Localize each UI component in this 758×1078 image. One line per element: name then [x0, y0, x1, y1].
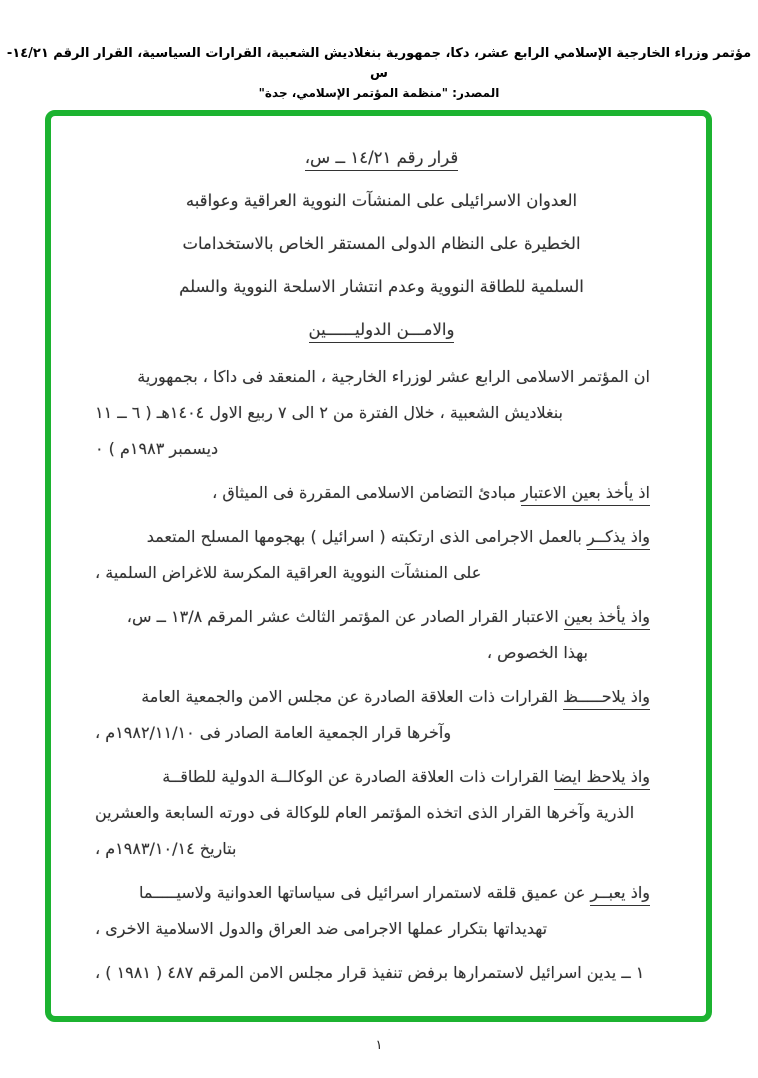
document-line: واذ يذكــر بالعمل الاجرامى الذى ارتكبته ( اسرائيل ) بهجومها المسلح المتعمد [95, 519, 668, 555]
document-line: على المنشآت النووية العراقية المكرسة للاغراض السلمية ، [95, 563, 482, 582]
document-line: ان المؤتمر الاسلامى الرابع عشر لوزراء الخارجية ، المنعقد فى داكا ، بجمهورية [137, 367, 650, 386]
document-line: بنغلاديش الشعبية ، خلال الفترة من ٢ الى ٧ ربيع الاول ١٤٠٤هـ ( ٦ ــ ١١ [95, 403, 563, 422]
document-line: واذ يأخذ بعين الاعتبار القرار الصادر عن المؤتمر الثالث عشر المرقم ١٣/٨ ــ س، [95, 599, 668, 635]
page-number: ١ [375, 1038, 383, 1053]
document-line: اذ يأخذ بعين الاعتبار مبادئ التضامن الاسلامى المقررة فى الميثاق ، [95, 475, 668, 511]
document-line: وآخرها قرار الجمعية العامة الصادر فى ١٩٨٢/١١/١٠م ، [95, 723, 452, 742]
underlined-phrase: والامـــن الدوليــــــين [309, 320, 455, 343]
document-line: واذ يعبــر عن عميق قلقه لاستمرار اسرائيل فى سياساتها العدوانية ولاسيـــــما [95, 875, 668, 911]
document-line: ديسمبر ١٩٨٣م ) ٠ [95, 439, 219, 458]
document-title-line: السلمية للطاقة النووية وعدم انتشار الاسلحة النووية والسلم [179, 277, 584, 296]
document-line: واذ يلاحـــــظ القرارات ذات العلاقة الصادرة عن مجلس الامن والجمعية العامة [95, 679, 668, 715]
document-line: واذ يلاحظ ايضا القرارات ذات العلاقة الصادرة عن الوكالــة الدولية للطاقــة [95, 759, 668, 795]
underlined-phrase: واذ يلاحظ ايضا [554, 767, 650, 790]
underlined-phrase: اذ يأخذ بعين الاعتبار [521, 483, 650, 506]
page-header [0, 44, 758, 102]
document-line: بهذا الخصوص ، [486, 643, 588, 662]
underlined-phrase: قرار رقم ١٤/٢١ ــ س، [305, 148, 459, 171]
header-citation-line: مؤتمر وزراء الخارجية الإسلامي الرابع عشر، دكا، جمهورية بنغلاديش الشعبية، القرارات السياسية، القرار الرقم ١٤/٢١- س [6, 46, 752, 81]
header-source-line: المصدر: "منظمة المؤتمر الإسلامي، جدة" [258, 86, 500, 100]
document-line: بتاريخ ١٩٨٣/١٠/١٤م ، [95, 839, 237, 858]
document-title-line: العدوان الاسرائيلى على المنشآت النووية العراقية وعواقبه [185, 191, 578, 210]
document-title-line [95, 308, 668, 351]
document-line: الذرية وآخرها القرار الذى اتخذه المؤتمر العام للوكالة فى دورته السابعة والعشرين [95, 803, 635, 822]
underlined-phrase: واذ يذكــر [587, 527, 650, 550]
underlined-phrase: واذ يعبــر [590, 883, 650, 906]
underlined-phrase: واذ يلاحـــــظ [563, 687, 650, 710]
underlined-phrase: واذ يأخذ بعين [564, 607, 650, 630]
document-line: ١ ــ يدين اسرائيل لاستمرارها برفض تنفيذ قرار مجلس الامن المرقم ٤٨٧ ( ١٩٨١ ) ، [95, 963, 645, 982]
document-title-line: الخطيرة على النظام الدولى المستقر الخاص بالاستخدامات [182, 234, 581, 253]
document-title-line [95, 136, 668, 179]
document-line: تهديداتها بتكرار عملها الاجرامى ضد العراق والدول الاسلامية الاخرى ، [95, 919, 548, 938]
document-body [51, 110, 706, 991]
